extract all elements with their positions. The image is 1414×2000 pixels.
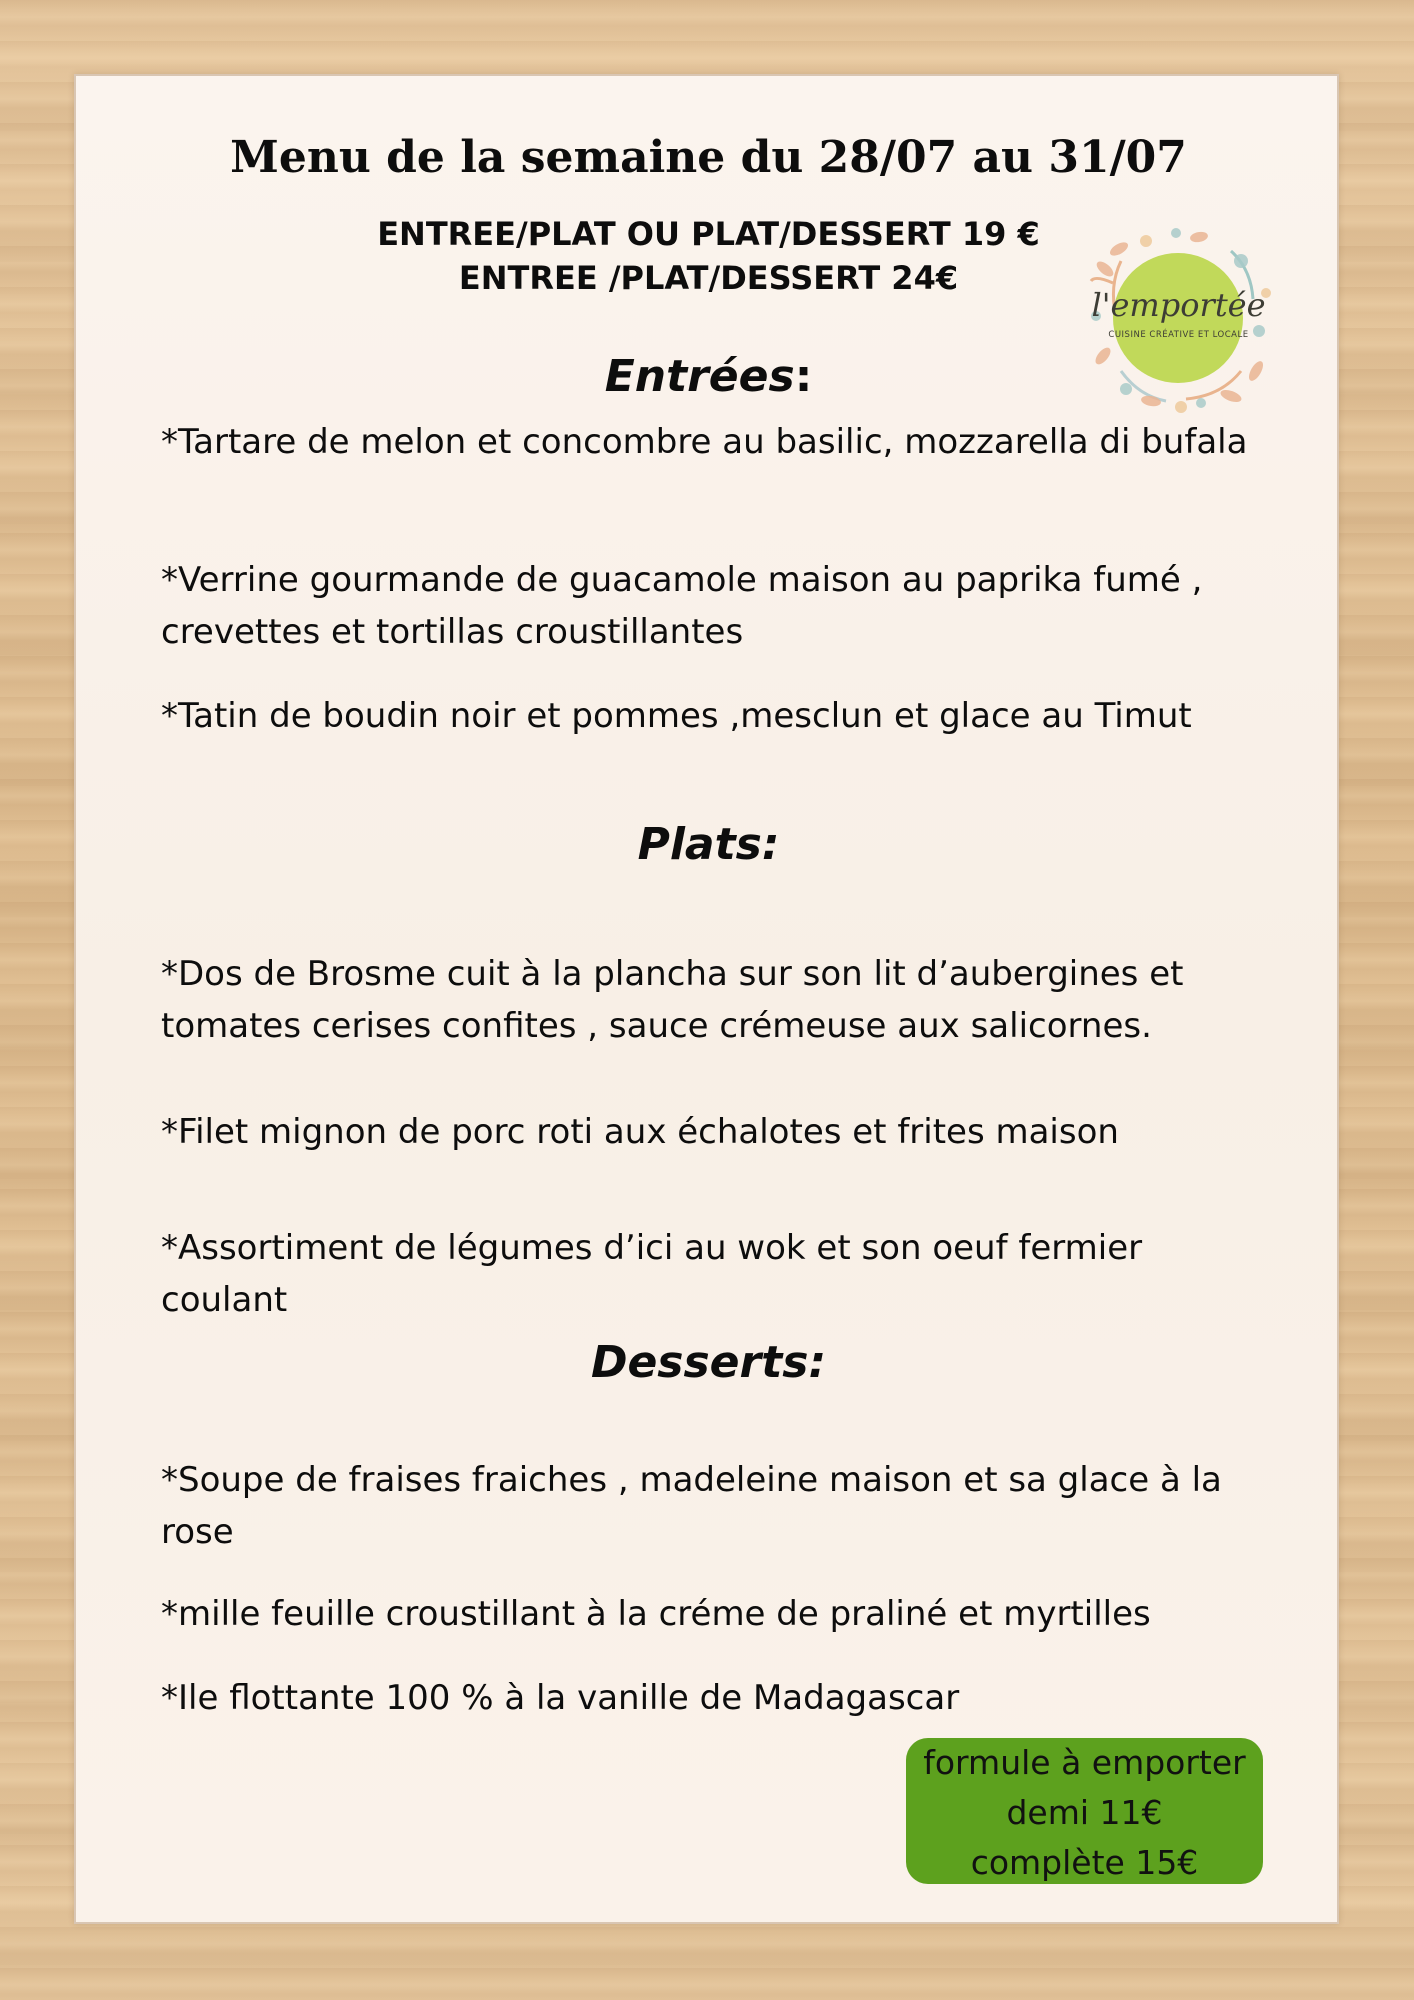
entree-item-3: *Tatin de boudin noir et pommes ,mesclun et glace au Timut — [161, 696, 1192, 736]
entree-item-1: *Tartare de melon et concombre au basilic, mozzarella di bufala — [161, 422, 1248, 462]
entrees-heading-text: Entrées — [604, 351, 795, 402]
plats-heading: Plats: — [637, 819, 780, 870]
plat-item-3: *Assortiment de légumes d’ici au wok et son oeuf fermier coulant — [161, 1228, 1143, 1320]
takeaway-half-price: demi 11€ — [1006, 1793, 1163, 1832]
plat-item-1: *Dos de Brosme cuit à la plancha sur son lit d’aubergines et tomates cerises confites , sauce crémeuse aux salicornes. — [161, 954, 1184, 1046]
plat-item-2: *Filet mignon de porc roti aux échalotes et frites maison — [161, 1112, 1119, 1152]
takeaway-formula-box — [906, 1738, 1263, 1884]
logo-tagline: CUISINE CRÉATIVE ET LOCALE — [1108, 330, 1249, 340]
menu-title: Menu de la semaine du 28/07 au 31/07 — [230, 132, 1187, 183]
price-line-three-courses: ENTREE /PLAT/DESSERT 24€ — [458, 259, 959, 297]
takeaway-full-price: complète 15€ — [970, 1843, 1199, 1882]
dessert-item-3: *Ile flottante 100 % à la vanille de Madagascar — [161, 1678, 960, 1718]
dessert-item-1: *Soupe de fraises fraiches , madeleine maison et sa glace à la rose — [161, 1460, 1222, 1552]
entrees-heading — [76, 348, 1341, 406]
logo-name: l'emportée — [1091, 286, 1266, 324]
entrees-heading-colon: : — [794, 351, 813, 402]
menu-page — [74, 74, 1339, 1924]
takeaway-title: formule à emporter — [923, 1743, 1246, 1782]
desserts-heading: Desserts: — [590, 1337, 827, 1388]
dessert-item-2: *mille feuille croustillant à la créme de praliné et myrtilles — [161, 1594, 1151, 1634]
entree-item-2: *Verrine gourmande de guacamole maison au paprika fumé , crevettes et tortillas croustillantes — [161, 560, 1203, 652]
price-line-two-courses: ENTREE/PLAT OU PLAT/DESSERT 19 € — [377, 215, 1040, 253]
